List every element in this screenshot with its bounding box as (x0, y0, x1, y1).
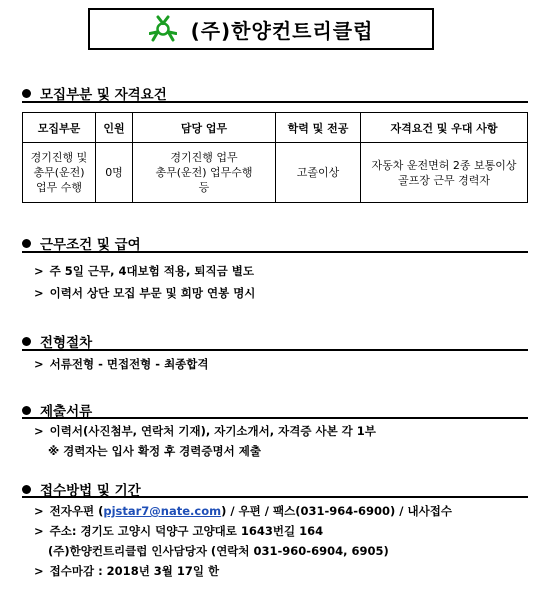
chevron-right-icon: > (34, 524, 44, 538)
page-title-box (88, 8, 434, 50)
bullet-icon (22, 337, 31, 346)
section-divider (22, 496, 528, 498)
chevron-right-icon: > (34, 286, 44, 300)
bullet-icon (22, 239, 31, 248)
chevron-right-icon: > (34, 564, 44, 578)
cell-duty: 경기진행 업무 총무(운전) 업무수행 등 (133, 143, 276, 203)
apply-deadline-line: > 접수마감 : 2018년 3월 17일 한 (34, 564, 220, 578)
chevron-right-icon: > (34, 424, 44, 438)
table-header-cell: 자격요건 및 우대 사항 (361, 113, 528, 143)
section-divider (22, 417, 528, 419)
section-work-heading: 근무조건 및 급여 (22, 233, 141, 253)
cell-qualification: 자동차 운전면허 2종 보통이상 골프장 근무 경력자 (361, 143, 528, 203)
section-apply-heading: 접수방법 및 기간 (22, 479, 141, 499)
chevron-right-icon: > (34, 504, 44, 518)
page-title: (주)한양컨트리클럽 (190, 18, 374, 43)
section-divider (22, 251, 528, 253)
table-header-cell: 모집부문 (23, 113, 96, 143)
section-docs-heading: 제출서류 (22, 400, 92, 420)
requirements-table (22, 112, 528, 203)
cell-dept: 경기진행 및 총무(운전) 업무 수행 (23, 143, 96, 203)
section-recruit-heading: 모집부분 및 자격요건 (22, 83, 167, 103)
process-line: > 서류전형 - 면접전형 - 최종합격 (34, 357, 209, 371)
apply-method-line: > 전자우편 (pjstar7@nate.com) / 우편 / 팩스(031-964-6900) / 내사접수 (34, 504, 452, 518)
bullet-icon (22, 406, 31, 415)
table-header-cell: 담당 업무 (133, 113, 276, 143)
cell-count: 0명 (96, 143, 133, 203)
email-link[interactable]: pjstar7@nate.com (103, 504, 222, 518)
apply-contact-line: (주)한양컨트리클럽 인사담당자 (연락처 031-960-6904, 6905) (48, 544, 389, 558)
docs-line: > 이력서(사진첨부, 연락처 기재), 자기소개서, 자격증 사본 각 1부 (34, 424, 376, 438)
work-line: > 주 5일 근무, 4대보험 적용, 퇴직금 별도 (34, 264, 254, 278)
section-divider (22, 101, 528, 103)
chevron-right-icon: > (34, 264, 44, 278)
section-divider (22, 349, 528, 351)
table-header-cell: 학력 및 전공 (276, 113, 361, 143)
chevron-right-icon: > (34, 357, 44, 371)
section-process-heading: 전형절차 (22, 331, 92, 351)
bullet-icon (22, 485, 31, 494)
bullet-icon (22, 89, 31, 98)
company-logo-icon (149, 15, 177, 43)
docs-note: ※ 경력자는 입사 확정 후 경력증명서 제출 (48, 444, 261, 458)
apply-address-line: > 주소: 경기도 고양시 덕양구 고양대로 1643번길 164 (34, 524, 324, 538)
cell-education: 고졸이상 (276, 143, 361, 203)
table-row (23, 143, 528, 203)
table-header-cell: 인원 (96, 113, 133, 143)
work-line: > 이력서 상단 모집 부문 및 희망 연봉 명시 (34, 286, 256, 300)
table-header-row (23, 113, 528, 143)
